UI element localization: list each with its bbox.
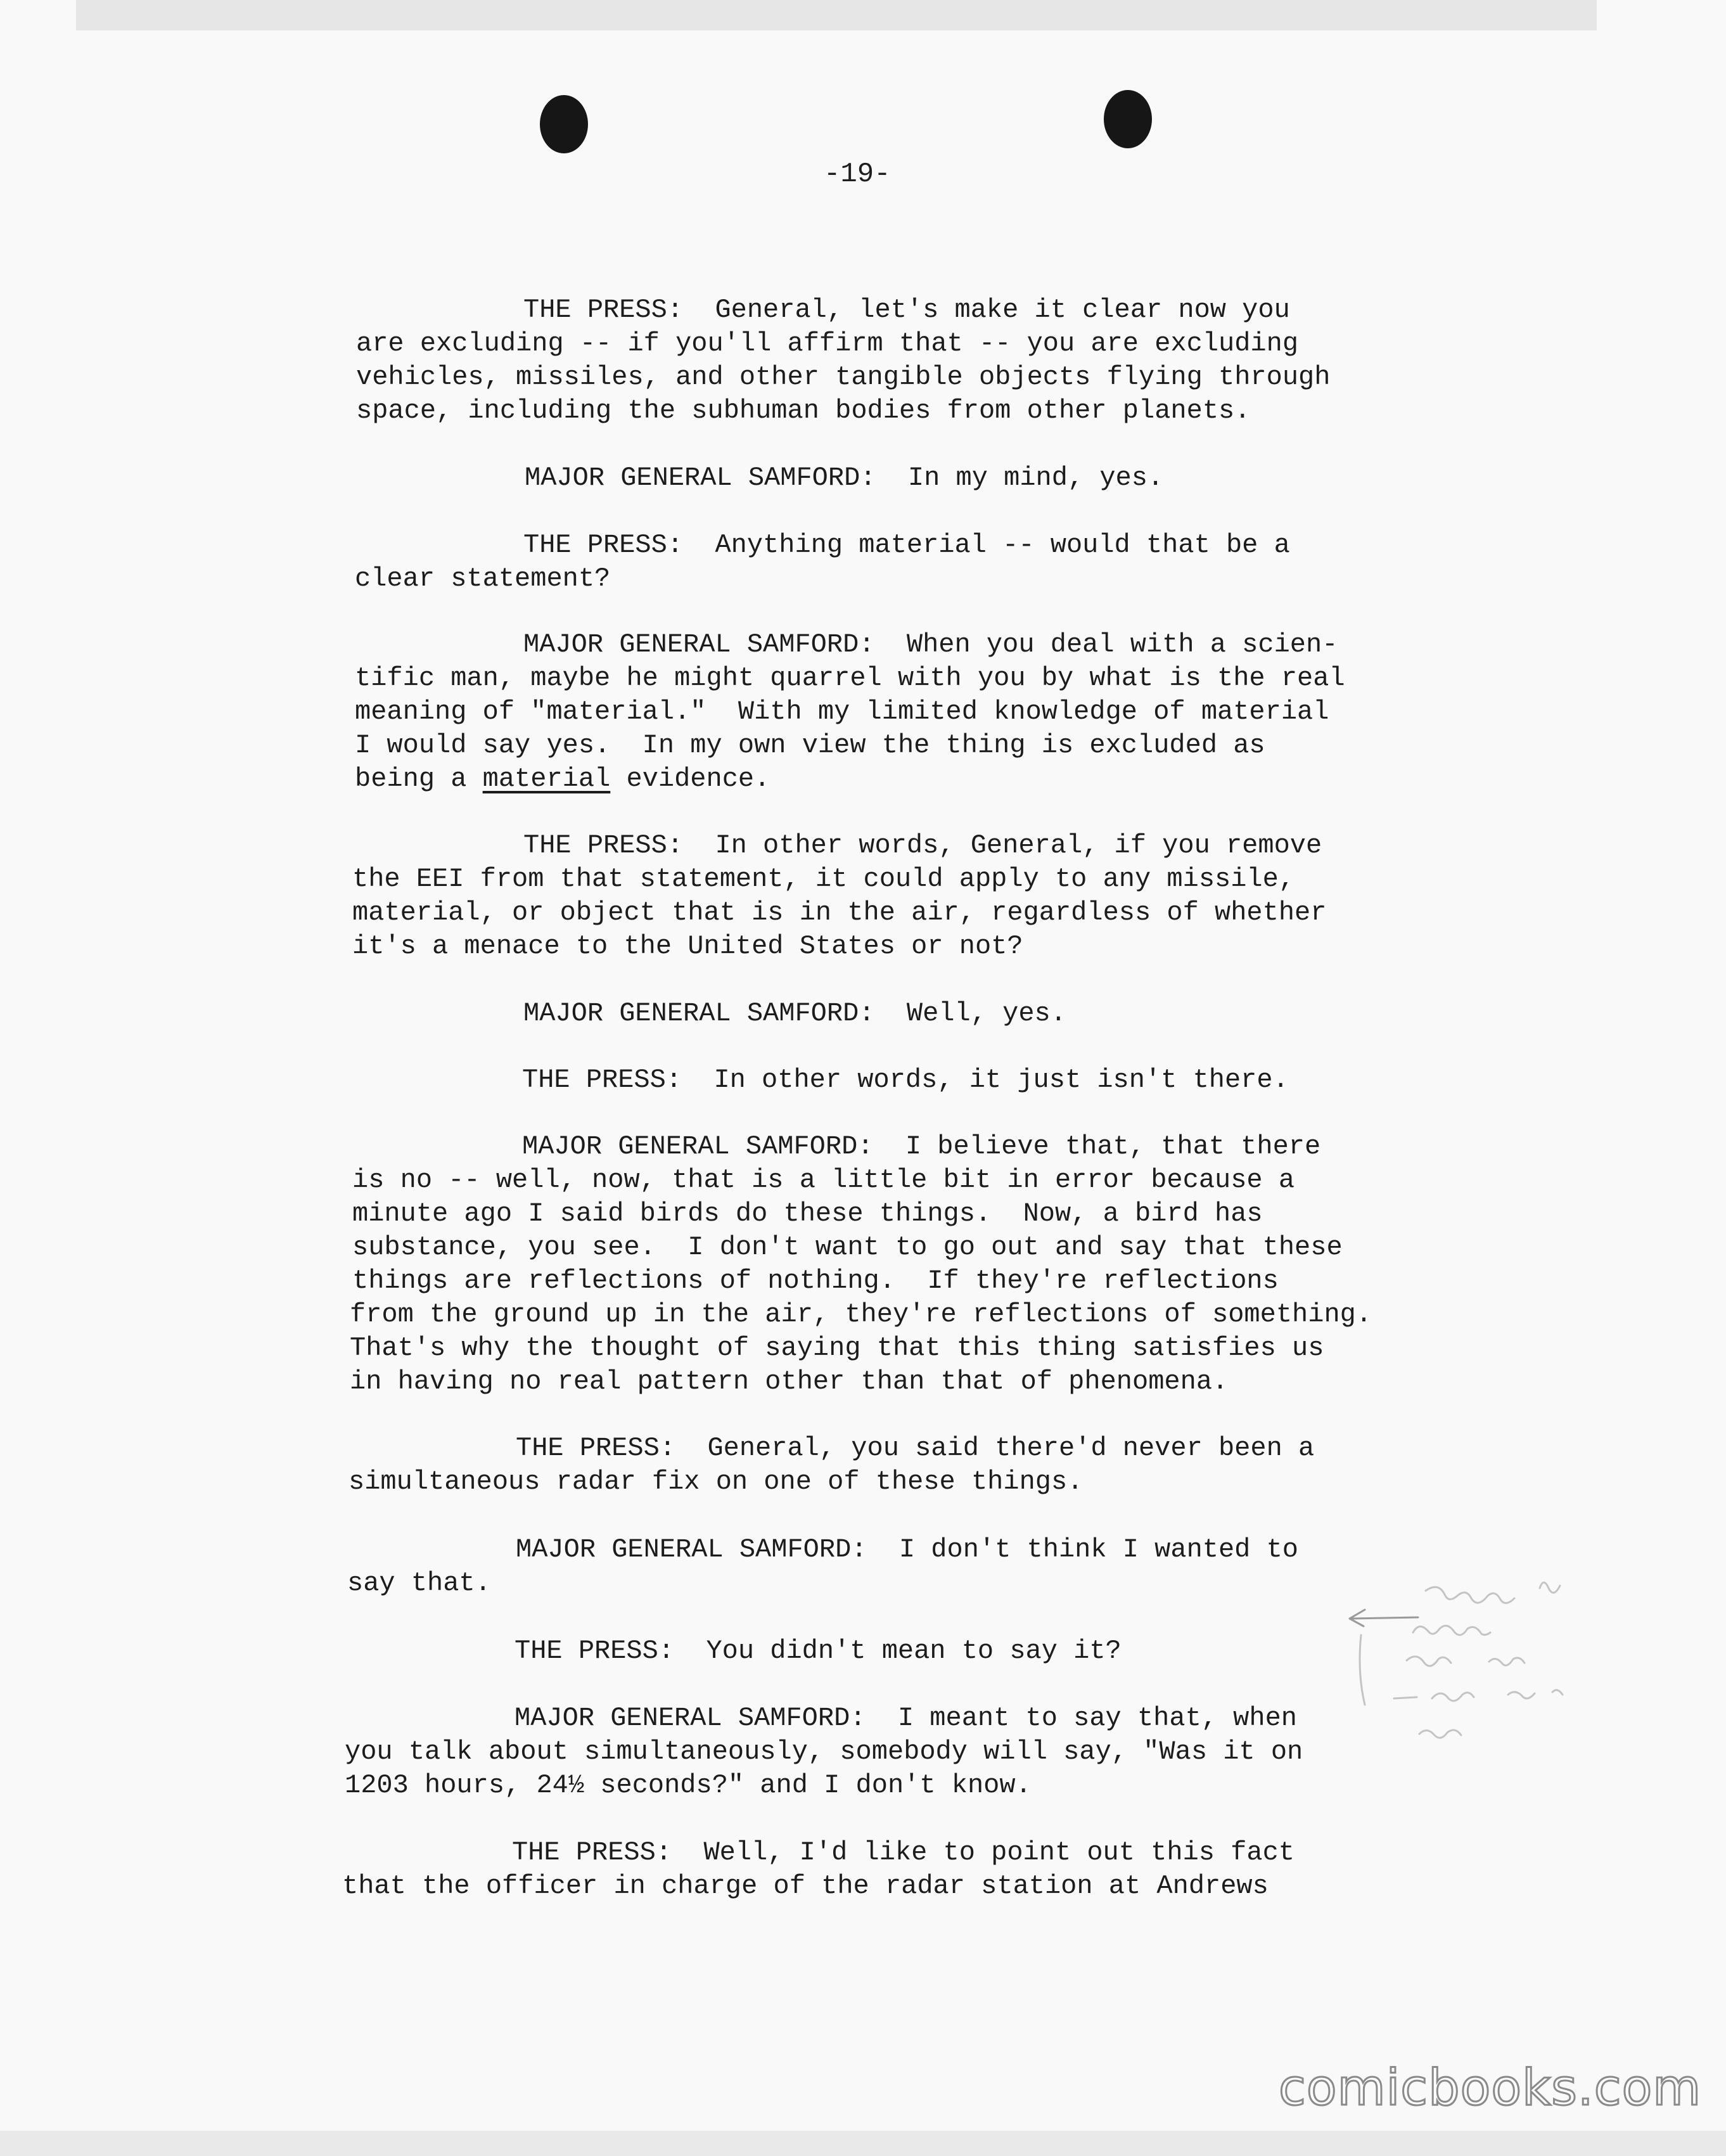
transcript-line: MAJOR GENERAL SAMFORD: I meant to say that, when xyxy=(515,1703,1298,1733)
transcript-line: MAJOR GENERAL SAMFORD: I believe that, that there xyxy=(522,1131,1321,1162)
transcript-line: that the officer in charge of the radar station at Andrews xyxy=(342,1871,1269,1901)
transcript-line: substance, you see. I don't want to go out and say that these xyxy=(352,1232,1343,1262)
page-number: -19- xyxy=(824,158,891,190)
transcript-line: MAJOR GENERAL SAMFORD: I don't think I wanted to xyxy=(516,1534,1299,1565)
transcript-line: in having no real pattern other than that of phenomena. xyxy=(350,1366,1229,1397)
transcript-line: THE PRESS: Well, I'd like to point out this fact xyxy=(512,1837,1295,1868)
transcript-line: THE PRESS: In other words, it just isn't there. xyxy=(522,1065,1289,1095)
transcript-line xyxy=(355,766,770,792)
transcript-line: meaning of "material." With my limited knowledge of material xyxy=(355,696,1329,727)
transcript-line: I would say yes. In my own view the thing is excluded as xyxy=(355,730,1265,760)
transcript-line: space, including the subhuman bodies from other planets. xyxy=(356,395,1251,426)
transcript-line: THE PRESS: General, let's make it clear now you xyxy=(523,295,1290,325)
transcript-line: MAJOR GENERAL SAMFORD: In my mind, yes. xyxy=(525,463,1164,493)
transcript-line: 1203 hours, 24½ seconds?" and I don't know. xyxy=(345,1770,1032,1800)
transcript-line: you talk about simultaneously, somebody will say, "Was it on xyxy=(345,1736,1303,1767)
transcript-line: THE PRESS: In other words, General, if you remove xyxy=(523,830,1322,861)
transcript-line: That's why the thought of saying that this thing satisfies us xyxy=(350,1333,1324,1363)
handwritten-margin-note xyxy=(1350,1578,1641,1793)
transcript-line: say that. xyxy=(347,1568,491,1598)
transcript-line: THE PRESS: Anything material -- would that be a xyxy=(523,530,1290,560)
transcript-line: simultaneous radar fix on one of these things. xyxy=(348,1466,1084,1497)
transcript-line: is no -- well, now, that is a little bit in error because a xyxy=(352,1165,1295,1195)
transcript-text: being a xyxy=(355,764,483,794)
transcript-line: it's a menace to the United States or not? xyxy=(352,931,1023,961)
transcript-line: minute ago I said birds do these things. Now, a bird has xyxy=(352,1198,1263,1229)
transcript-line: MAJOR GENERAL SAMFORD: When you deal with a scien- xyxy=(523,629,1338,660)
transcript-line: vehicles, missiles, and other tangible objects flying through xyxy=(356,362,1331,392)
transcript-line: from the ground up in the air, they're reflections of something. xyxy=(350,1299,1372,1330)
transcript-line: THE PRESS: You didn't mean to say it? xyxy=(515,1636,1122,1666)
transcript-line: MAJOR GENERAL SAMFORD: Well, yes. xyxy=(523,998,1066,1029)
transcript-line: tific man, maybe he might quarrel with you by what is the real xyxy=(355,663,1345,693)
underlined-word: material xyxy=(482,764,611,794)
transcript-line: clear statement? xyxy=(355,563,611,594)
transcript-line: things are reflections of nothing. If they're reflections xyxy=(352,1266,1279,1296)
transcript-line: THE PRESS: General, you said there'd never been a xyxy=(516,1433,1315,1463)
transcript-line: the EEI from that statement, it could apply to any missile, xyxy=(352,864,1295,894)
transcript-line: material, or object that is in the air, regardless of whether xyxy=(352,897,1327,928)
transcript-line: are excluding -- if you'll affirm that -- you are excluding xyxy=(356,328,1299,359)
transcript-text: evidence. xyxy=(610,764,770,794)
watermark: comicbooks.com xyxy=(1279,2060,1702,2117)
